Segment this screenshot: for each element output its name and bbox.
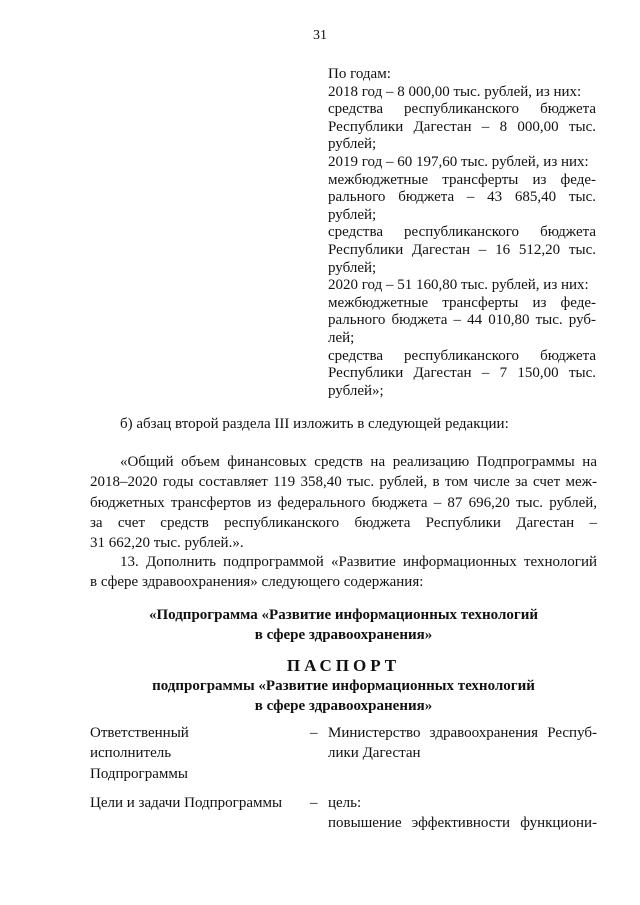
funding-line: рального бюджета – 43 685,40 тыс. [328, 189, 596, 206]
value-line: Министерство здравоохранения Респуб- [328, 725, 597, 741]
passport-row-value [328, 723, 597, 764]
funding-line: 2019 год – 60 197,60 тыс. рублей, из них: [328, 153, 589, 170]
funding-line: средства республиканского бюджета [328, 347, 596, 364]
label-line: Подпрограммы [90, 765, 188, 782]
item-b-paragraph [90, 414, 597, 434]
funding-by-years-block [328, 66, 596, 400]
subprogram-title [90, 605, 597, 645]
funding-line: 2018 год – 8 000,00 тыс. рублей, из них: [328, 83, 582, 100]
quote-line: «Общий объем финансовых средств на реализацию Подпрограммы на [120, 454, 597, 470]
passport-row-label [90, 723, 300, 784]
funding-line: По годам: [328, 66, 391, 82]
dash-separator: – [310, 795, 318, 811]
passport-subtitle-line: подпрограммы «Развитие информационных технологий [152, 678, 535, 694]
label-line: Цели и задачи Подпрограммы [90, 795, 283, 811]
passport-header [90, 656, 597, 716]
subprogram-title-line: в сфере здравоохранения» [254, 627, 433, 643]
label-line: Ответственный [90, 725, 189, 741]
quote-line: 2018–2020 годы составляет 119 358,40 тыс. рублей, в том числе за счет меж- [90, 474, 597, 491]
value-line: лики Дагестан [328, 745, 421, 762]
item-13-line: в сфере здравоохранения» следующего содержания: [90, 574, 424, 591]
funding-line: рублей; [328, 136, 377, 153]
funding-line: 2020 год – 51 160,80 тыс. рублей, из них: [328, 277, 589, 294]
funding-line: лей; [328, 329, 355, 346]
funding-line: средства республиканского бюджета [328, 224, 596, 241]
passport-row-value [328, 793, 597, 834]
funding-line: рублей; [328, 259, 377, 276]
funding-line: межбюджетные трансферты из феде- [328, 294, 596, 311]
page-number: 31 [313, 28, 327, 43]
label-line: исполнитель [90, 745, 172, 762]
funding-line: рублей; [328, 206, 377, 223]
item-13-line: 13. Дополнить подпрограммой «Развитие информационных технологий [120, 554, 597, 570]
value-line: цель: [328, 795, 362, 811]
passport-row-label [90, 793, 300, 813]
quote-line: бюджетных трансфертов из федерального бюджета – 87 696,20 тыс. рублей, [90, 494, 597, 511]
dash-separator: – [310, 725, 318, 741]
funding-line: межбюджетные трансферты из феде- [328, 171, 596, 188]
item-13-paragraph [90, 552, 597, 593]
value-line: повышение эффективности функциони- [328, 815, 597, 832]
quote-line: 31 662,20 тыс. рублей.». [90, 535, 244, 552]
passport-subtitle-line: в сфере здравоохранения» [254, 698, 433, 714]
quote-line: за счет средств республиканского бюджета Республики Дагестан – [90, 514, 597, 531]
funding-line: средства республиканского бюджета [328, 101, 596, 118]
subprogram-title-line: «Подпрограмма «Развитие информационных технологий [148, 607, 538, 623]
funding-line: рублей»; [328, 382, 384, 399]
funding-line: Республики Дагестан – 8 000,00 тыс. [328, 118, 596, 135]
quote-paragraph [90, 452, 597, 553]
funding-line: рального бюджета – 44 010,80 тыс. руб- [328, 312, 596, 329]
passport-heading: ПАСПОРТ [286, 656, 401, 675]
item-b-text: б) абзац второй раздела III изложить в следующей редакции: [120, 416, 509, 432]
funding-line: Республики Дагестан – 16 512,20 тыс. [328, 241, 596, 258]
funding-line: Республики Дагестан – 7 150,00 тыс. [328, 365, 596, 382]
